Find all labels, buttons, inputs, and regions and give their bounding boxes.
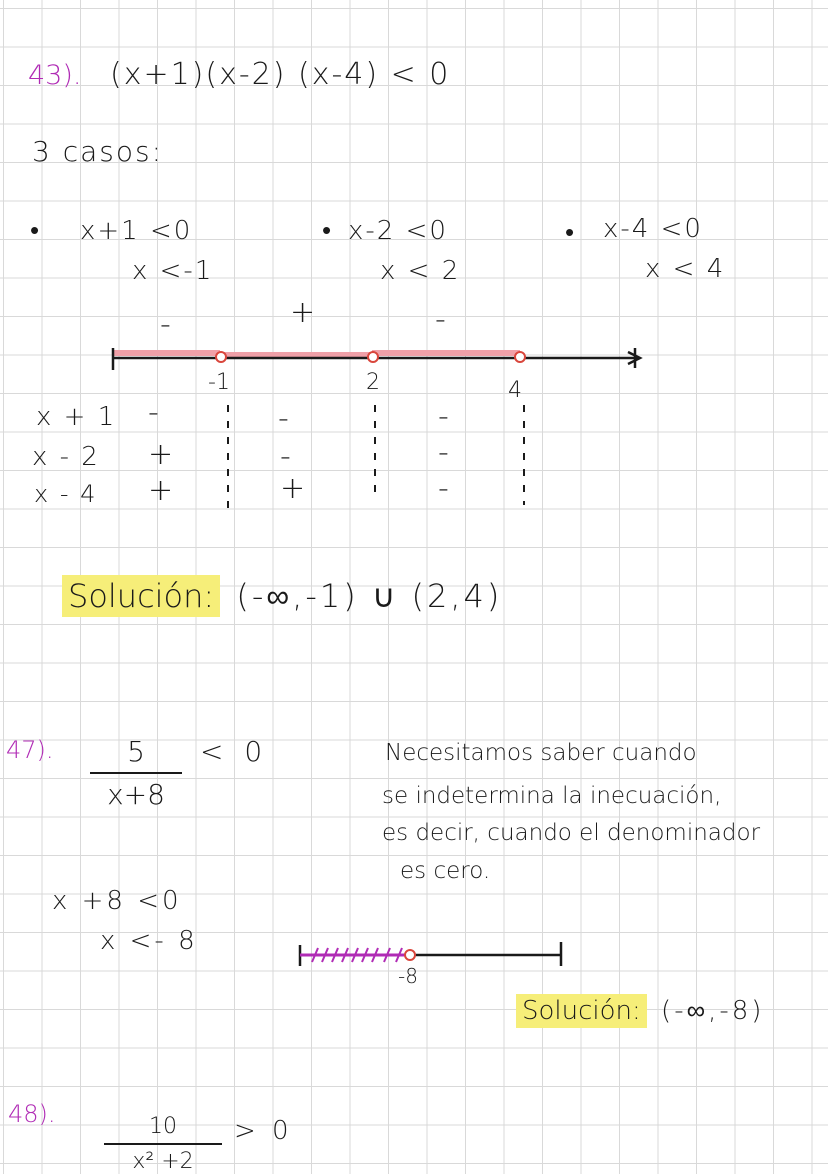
hatch-shading (300, 948, 408, 962)
case-3-result: x < 4 (645, 254, 726, 284)
solution-47-value: (-∞,-8) (661, 996, 765, 1026)
problem-47-step-1: x +8 <0 (52, 886, 182, 916)
case-2-bullet: • (322, 216, 332, 246)
problem-43-inequality: (x+1)(x-2) (x-4) < 0 (110, 57, 451, 92)
case-3-bullet: • (565, 218, 575, 248)
sign-r3-c1: + (148, 473, 174, 508)
case-3-inequality: x-4 <0 (603, 214, 703, 244)
problem-43-number: 43). (28, 60, 82, 91)
case-2-result: x < 2 (380, 256, 461, 286)
sign-r2-c3: - (438, 435, 449, 470)
problem-47-step-2: x <- 8 (100, 926, 198, 956)
interval-sign-2: + (290, 295, 316, 330)
sign-r1-c1: - (148, 395, 159, 430)
problem-48-numerator: 10 (149, 1114, 177, 1139)
problem-48-denominator: x² +2 (132, 1149, 194, 1174)
solution-43-value: (-∞,-1) ∪ (2,4) (236, 577, 503, 615)
sign-r3-c3: - (438, 471, 449, 506)
problem-47-denominator: x+8 (107, 778, 165, 811)
note-line-3: es decir, cuando el denominador (382, 820, 761, 846)
problem-47-number: 47). (6, 736, 54, 764)
note-line-4: es cero. (400, 858, 491, 884)
point-label-2: 2 (366, 370, 380, 395)
sign-r2-c1: + (148, 437, 174, 472)
sign-r1-c2: - (278, 401, 289, 436)
point-label-minus-8: -8 (398, 964, 418, 988)
table-row-label-x-minus-4: x - 4 (34, 480, 98, 508)
point-label-4: 4 (508, 378, 522, 403)
sign-r3-c2: + (280, 471, 306, 506)
note-line-1: Necesitamos saber cuando (385, 740, 697, 766)
case-1-inequality: x+1 <0 (80, 216, 193, 246)
table-row-label-x-minus-2: x - 2 (32, 442, 100, 472)
problem-47-numerator: 5 (127, 735, 145, 768)
sign-r2-c2: - (280, 439, 291, 474)
interval-sign-1: - (160, 307, 171, 342)
interval-sign-3: - (435, 302, 446, 337)
point-label-minus-1: -1 (208, 370, 230, 395)
case-1-result: x <-1 (132, 256, 214, 286)
solution-47 (516, 998, 764, 1024)
problem-48-number: 48). (8, 1100, 56, 1128)
solution-47-label: Solución: (516, 994, 647, 1028)
case-2-inequality: x-2 <0 (348, 216, 448, 246)
solution-43-label: Solución: (62, 575, 220, 617)
open-point-minus-8 (405, 950, 415, 960)
fraction-bar-48 (104, 1143, 222, 1145)
problem-48-relation: > 0 (234, 1116, 293, 1146)
sign-r1-c3: - (438, 399, 449, 434)
case-1-bullet: • (30, 216, 40, 246)
note-line-2: se indetermina la inecuación, (382, 783, 722, 809)
problem-47-relation: < 0 (200, 735, 269, 768)
problem-48-fraction (104, 1114, 222, 1174)
table-row-label-x-plus-1: x + 1 (36, 402, 117, 432)
cases-title: 3 casos: (32, 135, 164, 168)
